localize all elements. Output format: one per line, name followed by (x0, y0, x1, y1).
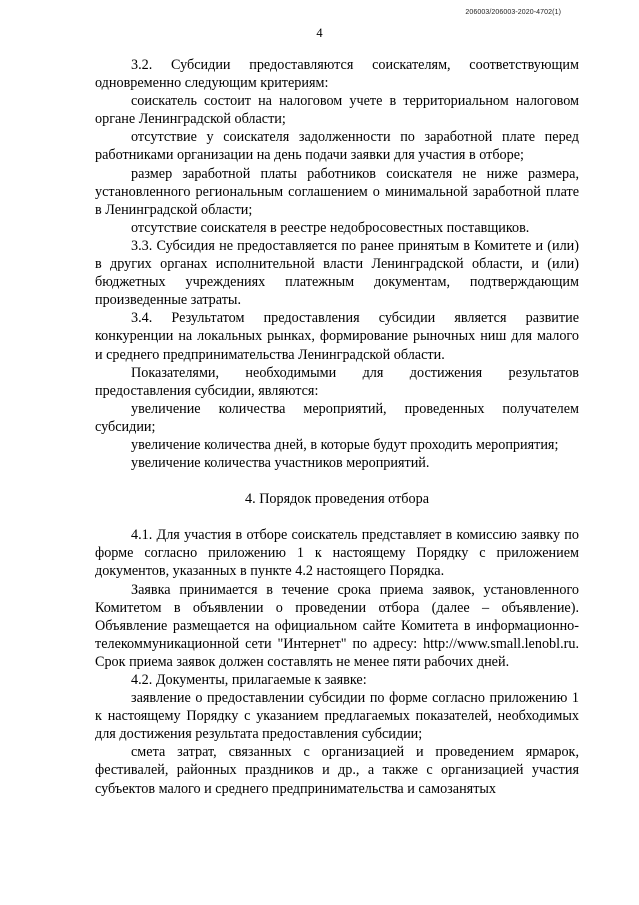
paragraph-3-3: 3.3. Субсидия не предоставляется по ранее принятым в Комитете и (или) в других органах исполнительной власти Ленинградской области, и (или) бюджетных учреждениях платежным документам, подтверждающим произведенные затраты. (95, 237, 579, 309)
indicators-intro: Показателями, необходимыми для достижения результатов предоставления субсидии, являются: (95, 364, 579, 399)
page-number: 4 (316, 26, 323, 40)
indicator-events-count: увеличение количества мероприятий, проведенных получателем субсидии; (95, 400, 579, 435)
document-body (95, 56, 579, 798)
doc-application-statement: заявление о предоставлении субсидии по форме согласно приложению 1 к настоящему Порядку с указанием предлагаемых показателей, необходимых для достижения результата предоставления субсидии; (95, 690, 579, 743)
criterion-tax-registration: соискатель состоит на налоговом учете в территориальном налоговом органе Ленинградской области; (95, 93, 579, 128)
doc-cost-estimate: смета затрат, связанных с организацией и проведением ярмарок, фестивалей, районных праздников и др., а также с организацией участия субъектов малого и среднего предпринимательства и самозанятых (95, 744, 579, 797)
indicator-days-count: увеличение количества дней, в которые будут проходить мероприятия; (131, 436, 559, 453)
application-acceptance: Заявка принимается в течение срока приема заявок, установленного Комитетом в объявлении о проведении отбора (далее – объявление). Объявление размещается на официальном сайте Комитета в информационно-телекоммуникационной сети "Интернет" по адресу: http://www.small.lenobl.ru. Срок приема заявок должен составлять не менее пяти рабочих дней. (95, 581, 579, 670)
criterion-no-wage-debt: отсутствие у соискателя задолженности по заработной плате перед работниками организации на день подачи заявки для участия в отборе; (95, 129, 579, 164)
criterion-not-in-registry: отсутствие соискателя в реестре недобросовестных поставщиков. (131, 219, 530, 236)
paragraph-3-4: 3.4. Результатом предоставления субсидии является развитие конкуренции на локальных рынках, формирование рыночных ниш для малого и среднего предпринимательства Ленинградской области. (95, 310, 579, 363)
criterion-min-wage: размер заработной платы работников соискателя не ниже размера, установленного региональным соглашением о минимальной заработной плате в Ленинградской области; (95, 165, 579, 218)
document-id: 206003/206003-2020-4702(1) (465, 9, 561, 16)
paragraph-4-2: 4.2. Документы, прилагаемые к заявке: (131, 672, 367, 688)
paragraph-4-1: 4.1. Для участия в отборе соискатель представляет в комиссию заявку по форме согласно приложению 1 к настоящему Порядку с приложением документов, указанных в пункте 4.2 настоящего Порядка. (95, 527, 579, 580)
indicator-participants-count: увеличение количества участников мероприятий. (131, 455, 430, 472)
paragraph-3-2: 3.2. Субсидии предоставляются соискателям, соответствующим одновременно следующим критериям: (95, 57, 579, 92)
section-heading: 4. Порядок проведения отбора (245, 491, 429, 508)
